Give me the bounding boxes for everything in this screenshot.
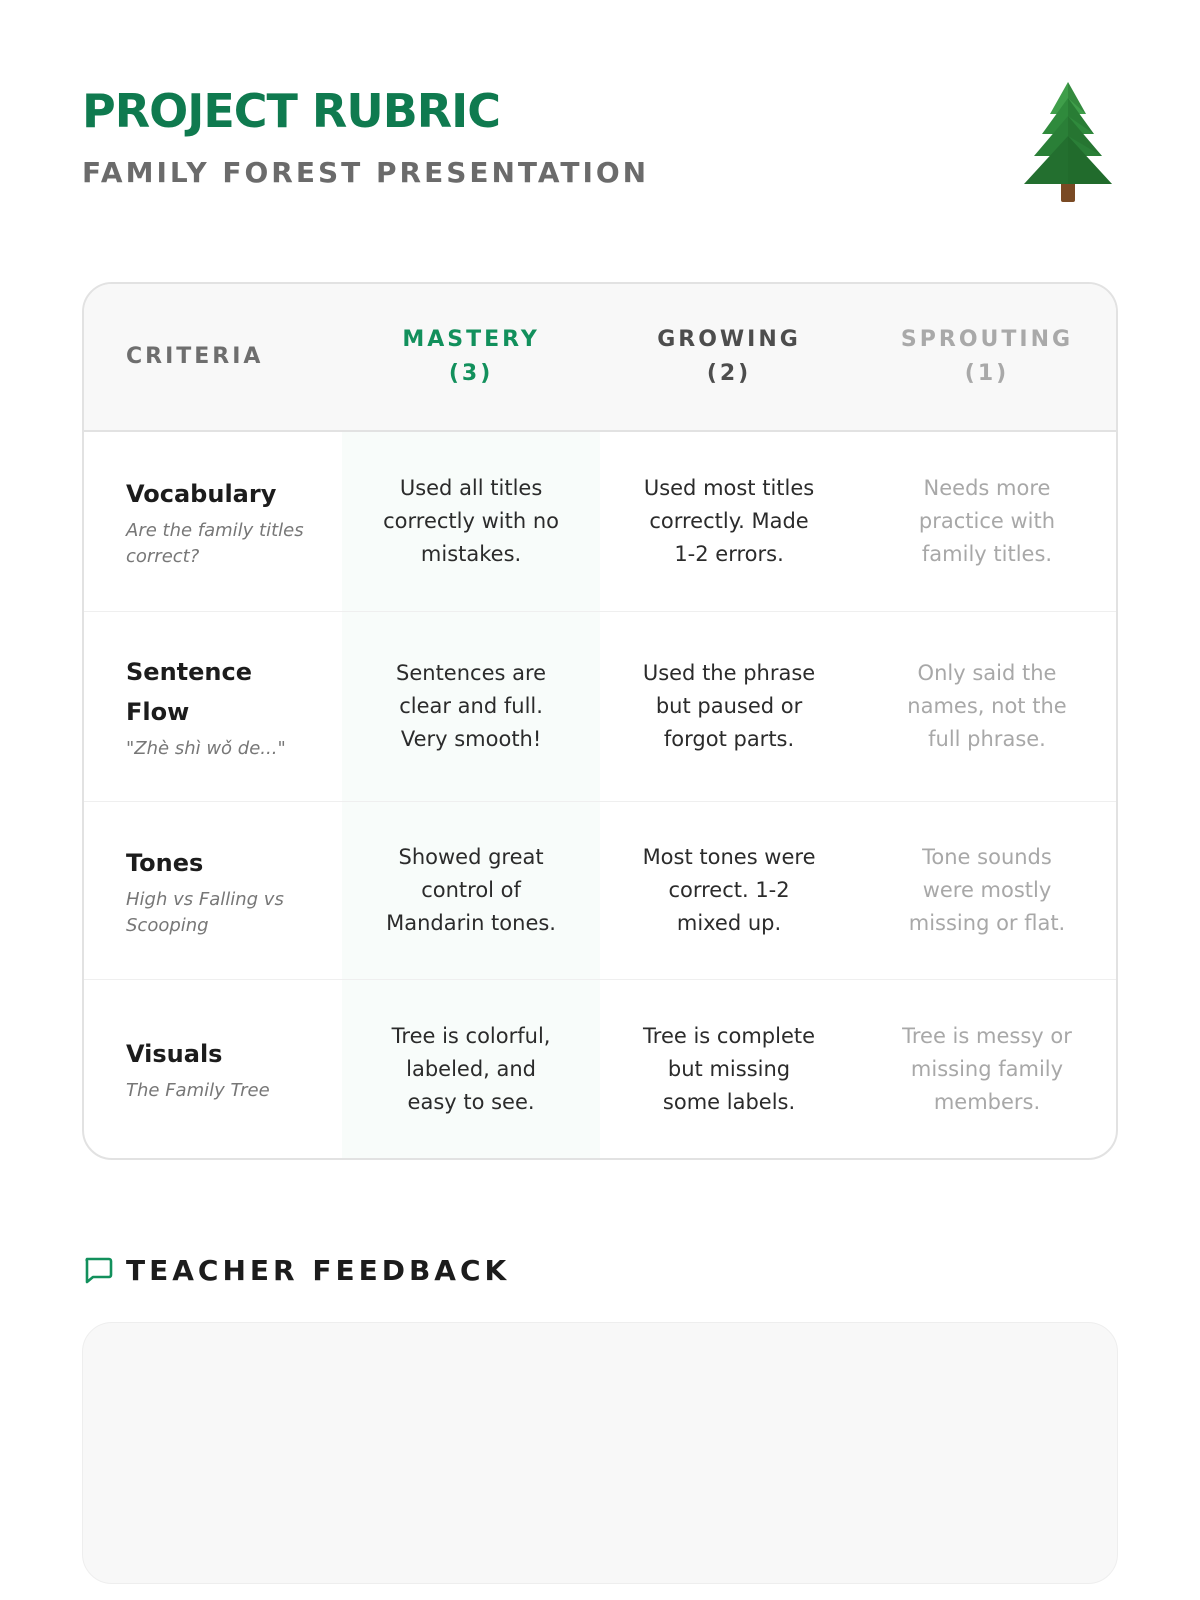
- criteria-subtitle: High vs Falling vs Scooping: [126, 888, 284, 936]
- teacher-feedback-box[interactable]: [82, 1322, 1118, 1584]
- rubric-row-vocabulary: [84, 432, 1116, 612]
- rubric-row-visuals: [84, 980, 1116, 1158]
- rubric-row-tones: [84, 802, 1116, 980]
- sprouting-cell: Only said the names, not the full phrase.: [907, 661, 1067, 751]
- rubric-row-sentence-flow: [84, 612, 1116, 802]
- header: [82, 0, 1118, 282]
- mastery-cell: Used all titles correctly with no mistakes.: [342, 432, 600, 611]
- rubric-table: [82, 282, 1118, 1160]
- criteria-cell: [84, 802, 342, 979]
- growing-cell: Used the phrase but paused or forgot parts.: [642, 661, 816, 751]
- speech-bubble-icon: [82, 1254, 114, 1286]
- feedback-title: TEACHER FEEDBACK: [126, 1253, 511, 1287]
- criteria-title: Visuals: [126, 1040, 223, 1068]
- criteria-subtitle: The Family Tree: [126, 1080, 270, 1101]
- growing-header: GROWING (2): [657, 327, 801, 386]
- criteria-subtitle: Are the family titles correct?: [126, 519, 304, 567]
- page-subtitle: FAMILY FOREST PRESENTATION: [82, 156, 650, 189]
- mastery-cell: Tree is colorful, labeled, and easy to see.: [342, 980, 600, 1158]
- page-title: PROJECT RUBRIC: [82, 84, 501, 138]
- criteria-cell: [84, 980, 342, 1158]
- sprouting-header: SPROUTING (1): [900, 327, 1074, 386]
- criteria-title: Vocabulary: [126, 479, 277, 508]
- mastery-cell: Showed great control of Mandarin tones.: [342, 802, 600, 979]
- mastery-cell: Sentences are clear and full. Very smooth!: [342, 612, 600, 801]
- rubric-header-row: [84, 284, 1116, 432]
- sprouting-cell: Tone sounds were mostly missing or flat.: [908, 845, 1066, 935]
- criteria-title: Sentence Flow: [126, 657, 252, 726]
- feedback-header: [82, 1250, 1118, 1290]
- sprouting-cell: Tree is messy or missing family members.: [902, 1023, 1072, 1114]
- criteria-subtitle: "Zhè shì wǒ de...": [126, 737, 286, 759]
- criteria-cell: [84, 612, 342, 801]
- evergreen-tree-icon: [1016, 80, 1120, 204]
- criteria-header: CRITERIA: [126, 344, 264, 369]
- sprouting-cell: Needs more practice with family titles.: [918, 476, 1056, 566]
- criteria-title: Tones: [126, 848, 204, 877]
- growing-cell: Tree is complete but missing some labels.: [643, 1023, 816, 1114]
- growing-cell: Used most titles correctly. Made 1-2 errors.: [643, 476, 815, 566]
- growing-cell: Most tones were correct. 1-2 mixed up.: [642, 845, 816, 935]
- criteria-cell: [84, 432, 342, 611]
- mastery-header: MASTERY (3): [402, 327, 540, 386]
